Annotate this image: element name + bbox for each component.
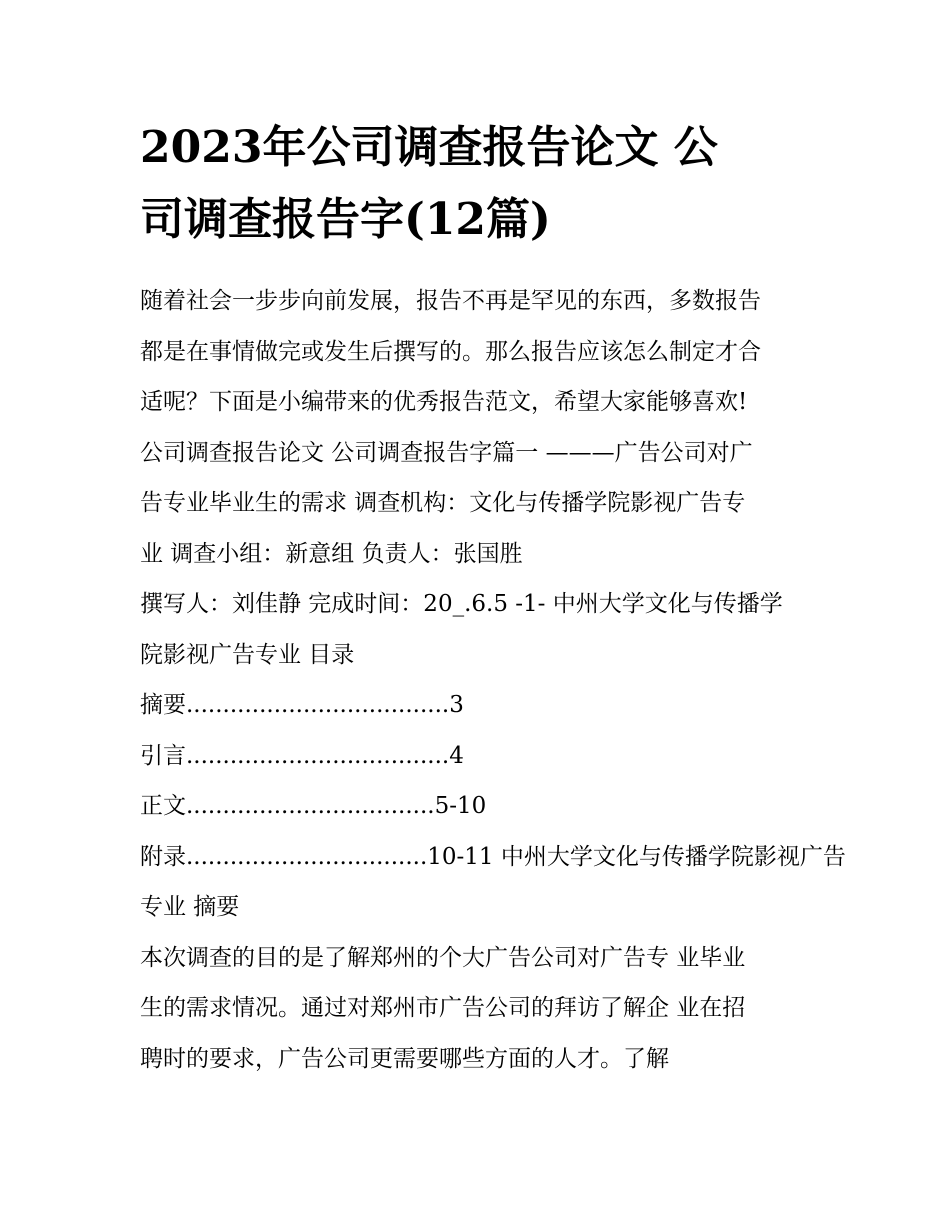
toc-entry-body [140,781,820,832]
title-line-2: 司调查报告字(12篇) [140,194,551,245]
text-line: 摘要....................................3 [140,692,464,718]
abstract-paragraph [140,933,820,1085]
text-line: 业 调查小组：新意组 负责人：张国胜 [140,540,523,567]
text-line: 引言....................................4 [140,742,464,769]
title-line-1: 2023年公司调查报告论文 公 [140,122,718,173]
toc-entry-introduction [140,731,820,782]
section-header-paragraph [140,428,820,580]
text-line: 聘时的要求，广告公司更需要哪些方面的人才。了解 [140,1045,669,1072]
text-line: 专业 摘要 [140,894,240,920]
text-line: 随着社会一步步向前发展，报告不再是罕见的东西，多数报告 [140,288,761,314]
intro-paragraph [140,276,820,428]
text-line: 附录.................................10-11 中州大学文化与传播学院影视广告 [140,843,846,870]
text-line: 撰写人：刘佳静 完成时间：20_.6.5 -1- 中州大学文化与传播学 [140,591,783,617]
text-line: 院影视广告专业 目录 [140,641,355,668]
text-line: 告专业毕业生的需求 调查机构：文化与传播学院影视广告专 [140,490,746,516]
text-line: 生的需求情况。通过对郑州市广告公司的拜访了解企 业在招 [140,995,746,1021]
text-line: 本次调查的目的是了解郑州的个大广告公司对广告专 业毕业 [140,944,746,971]
toc-entry-abstract [140,680,820,731]
document-body [140,276,846,1084]
text-line: 都是在事情做完或发生后撰写的。那么报告应该怎么制定才合 [140,338,761,365]
document-title [140,112,820,256]
toc-entry-appendix [140,832,846,933]
text-line: 适呢？下面是小编带来的优秀报告范文，希望大家能够喜欢! [140,389,748,415]
document-page [140,112,846,1084]
text-line: 公司调查报告论文 公司调查报告字篇一 ———广告公司对广 [140,439,753,466]
text-line: 正文..................................5-10 [140,793,487,819]
author-paragraph [140,579,820,680]
